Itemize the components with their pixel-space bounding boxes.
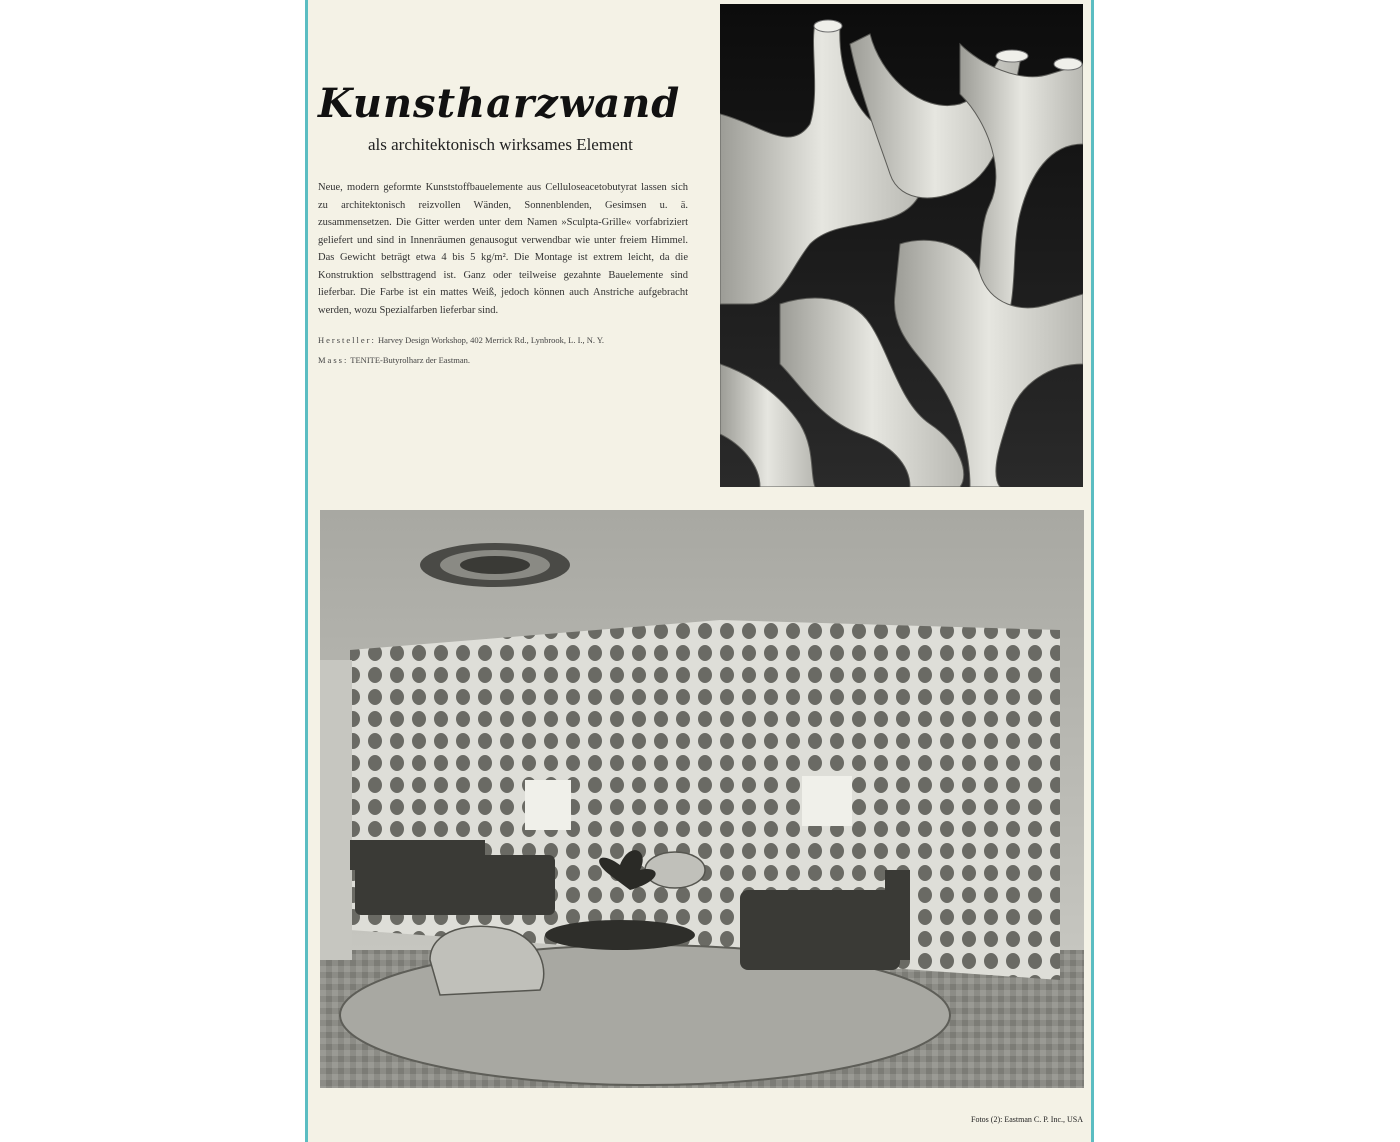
frame-border-right (1091, 0, 1094, 1142)
manufacturer-value: Harvey Design Workshop, 402 Merrick Rd., Lynbrook, L. I., N. Y. (378, 335, 605, 345)
manufacturer-line (318, 333, 688, 347)
article-title: Kunstharzwand (318, 80, 681, 127)
material-line (318, 353, 688, 367)
material-value: TENITE-Butyrolharz der Eastman. (350, 355, 470, 365)
photo-credit: Fotos (2): Eastman C. P. Inc., USA (971, 1115, 1083, 1124)
lounge-interior-photo (320, 510, 1084, 1088)
article-text-block (318, 80, 688, 367)
material-label: Mass: (318, 355, 349, 365)
manufacturer-label: Hersteller: (318, 335, 376, 345)
magazine-page (308, 0, 1091, 1142)
article-body: Neue, modern geformte Kunststoffbauelemente aus Celluloseacetobutyrat lassen sich zu architektonisch reizvollen Wänden, Sonnenblenden, Gesimsen u. ä. zusammensetzen. Die Gitter werden unter dem Namen »Sculpta-Grille« vorfabriziert geliefert und sind in Innenräumen genausogut verwendbar wie unter freiem Himmel. Das Gewicht beträgt etwa 4 bis 5 kg/m². Die Montage ist extrem leicht, da die Konstruktion selbsttragend ist. Ganz oder teilweise gezahnte Bauelemente sind lieferbar. Die Farbe ist ein mattes Weiß, jedoch können auch Anstriche aufgebracht werden, wozu Spezialfarben lieferbar sind. (318, 182, 688, 316)
grille-closeup-photo (720, 4, 1083, 487)
article-subtitle: als architektonisch wirksames Element (368, 135, 633, 154)
